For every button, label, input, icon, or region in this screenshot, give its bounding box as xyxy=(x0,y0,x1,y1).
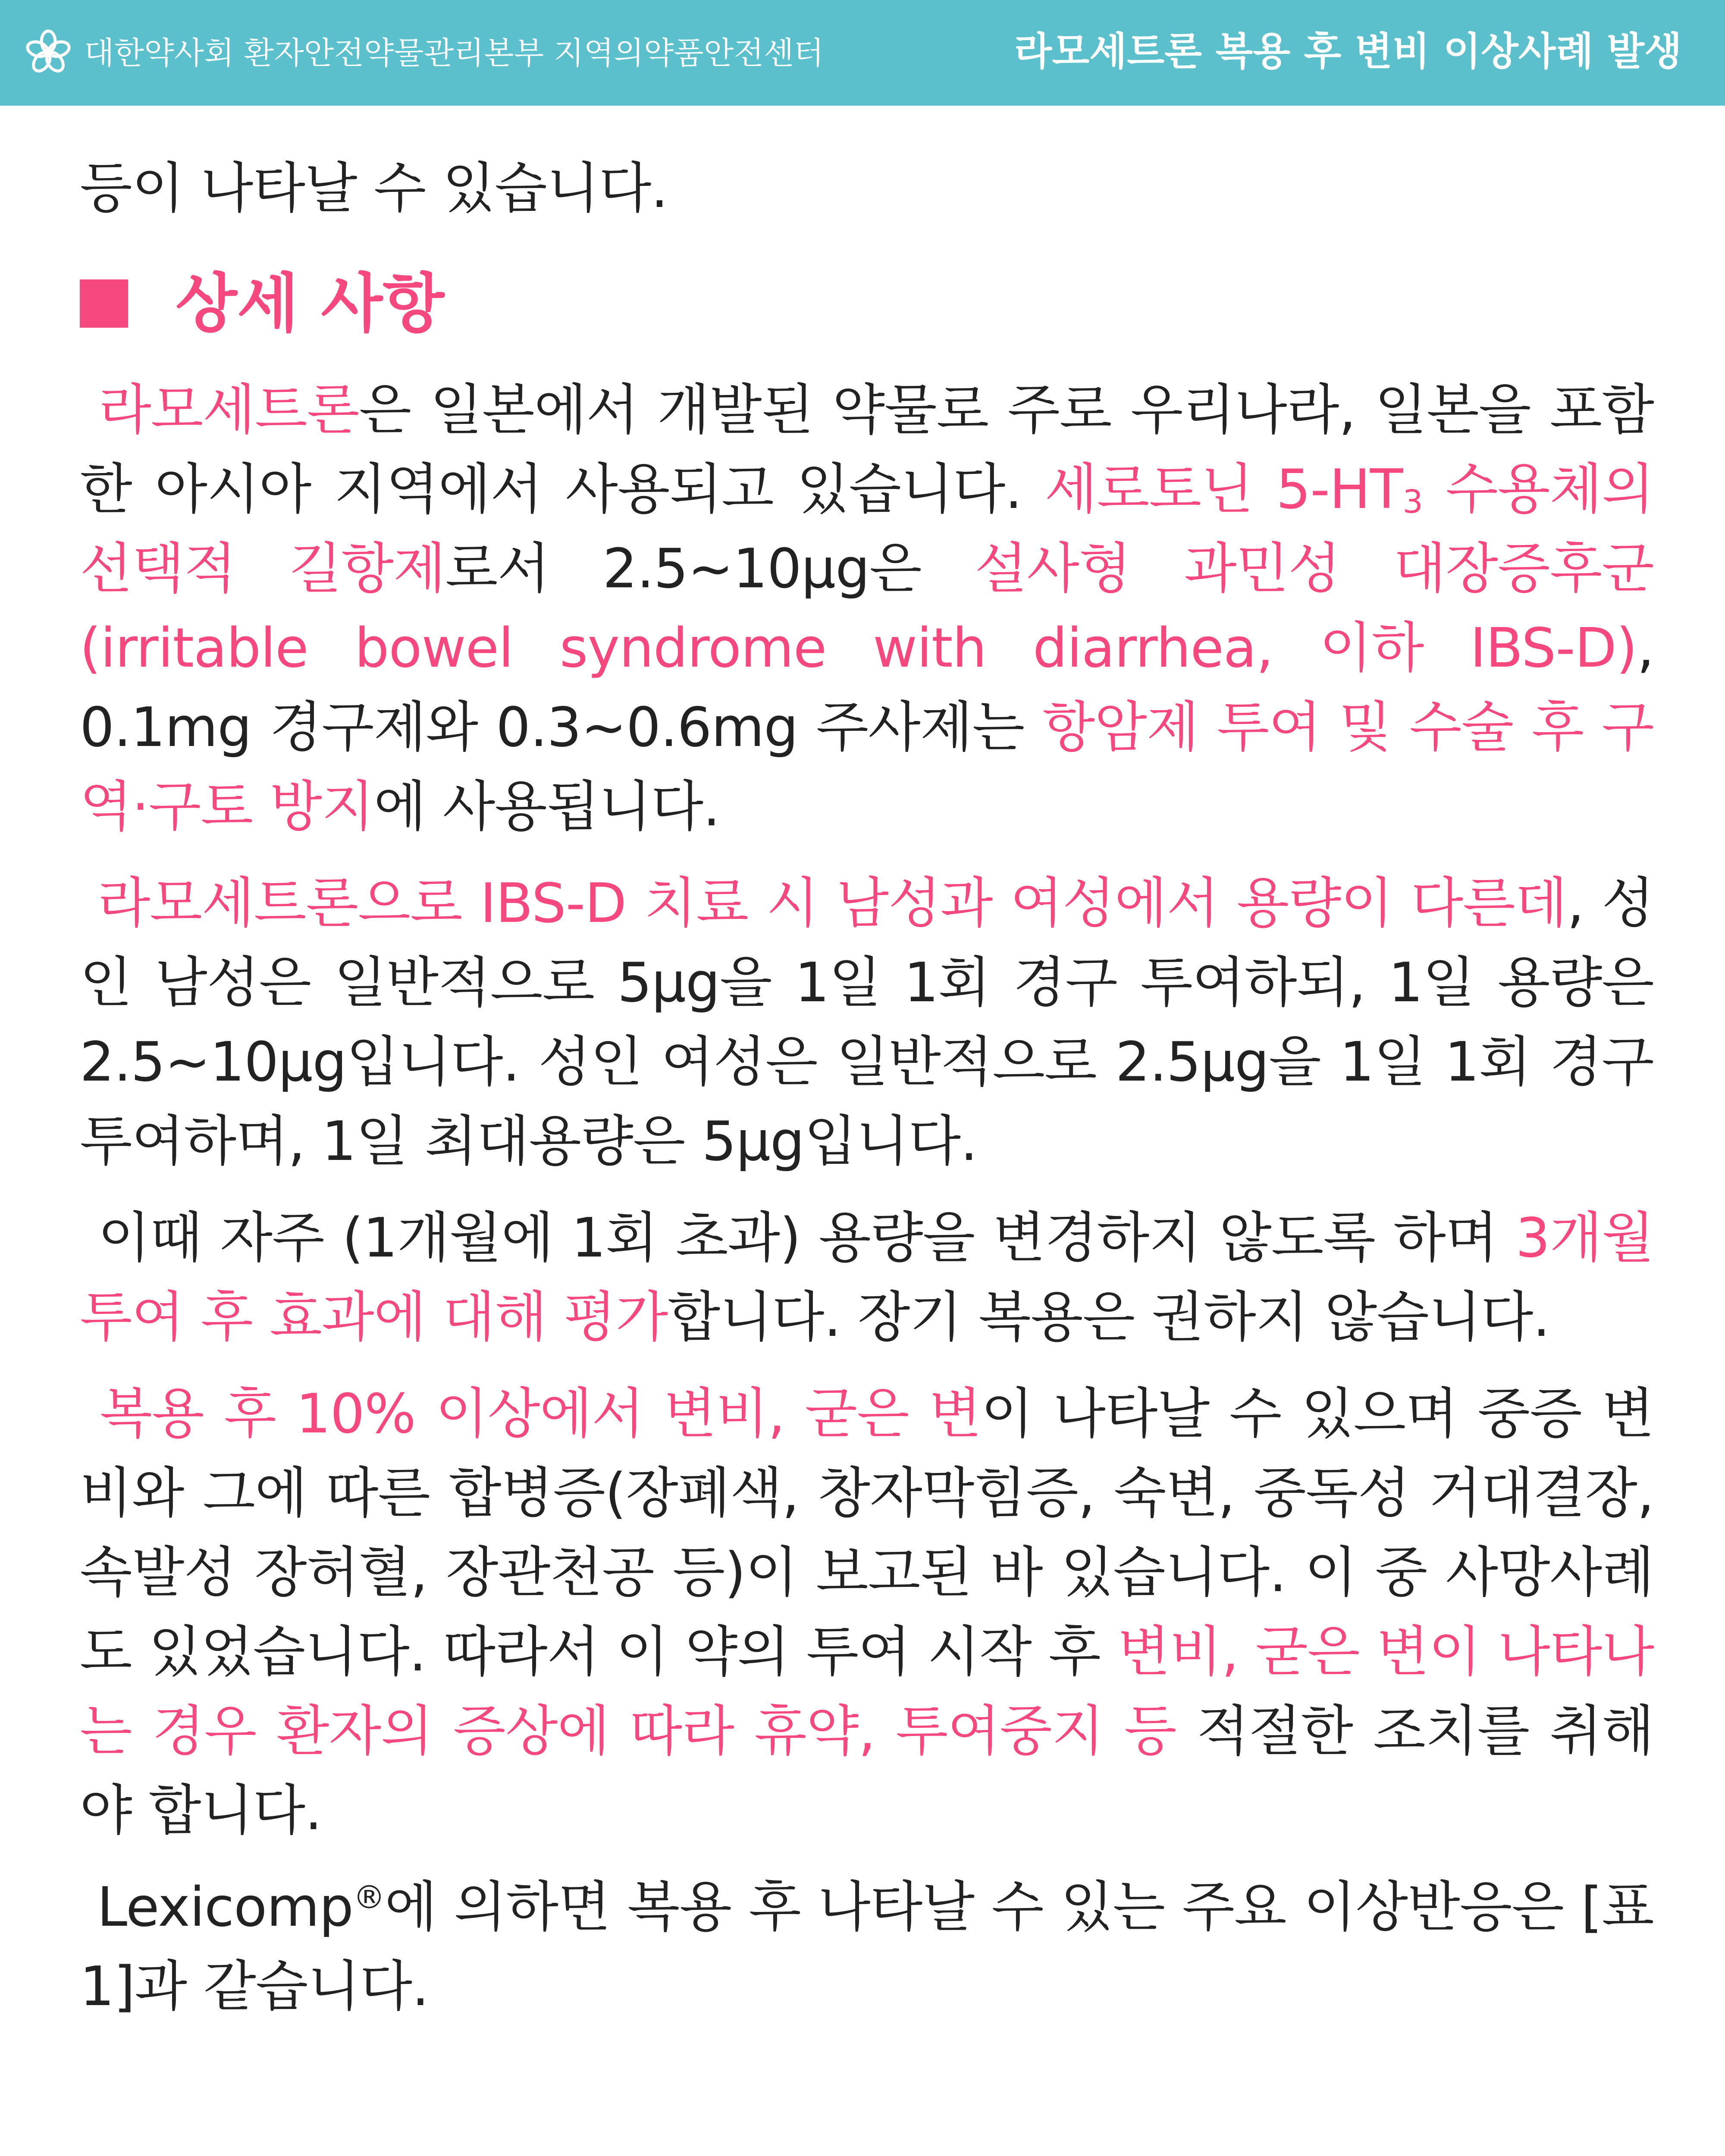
paragraph-constipation: 복용 후 10% 이상에서 변비, 굳은 변이 나타날 수 있으며 중증 변비와 그에 따른 합병증(장폐색, 창자막힘증, 숙변, 중독성 거대결장, 속발성 장허혈, 장관천공 등)이 보고된 바 있습니다. 이 중 사망사례도 있었습니다. 따라서 이 약의 투여 시작 후 변비, 굳은 변이 나타나는 경우 환자의 증상에 따라 휴약, 투여중지 등 적절한 조치를 취해야 합니다. xyxy=(80,1382,1654,1842)
highlight-ibs-d: 설사형 과민성 대장증후군(irritable bowel syndrome with diarrhea, 이하 IBS-D) xyxy=(80,537,1654,680)
section-title: 상세 사항 xyxy=(176,266,445,341)
page-header xyxy=(0,0,1725,106)
pharmacy-society-logo-icon xyxy=(22,27,74,78)
paragraph-evaluation: 이때 자주 (1개월에 1회 초과) 용량을 변경하지 않도록 하며 3개월 투여 후 효과에 대해 평가합니다. 장기 복용은 권하지 않습니다. xyxy=(80,1206,1654,1349)
highlight-mechanism: 세로토닌 $5-HT_3$ 수용체의 선택적 길항제 xyxy=(80,458,1654,600)
highlight-dose-difference: 라모세트론으로 IBS-D 치료 시 남성과 여성에서 용량이 다른데 xyxy=(97,871,1567,935)
paragraph-dosage: 라모세트론으로 IBS-D 치료 시 남성과 여성에서 용량이 다른데, 성인 남성은 일반적으로 5μg을 1일 1회 경구 투여하되, 1일 용량은 2.5~10μg입니다. 성인 여성은 일반적으로 2.5μg을 1일 1회 경구 투여하며, 1일 최대용량은 5μg입니다. xyxy=(80,871,1654,1173)
highlight-drug-name: 라모세트론 xyxy=(98,378,359,442)
organization-name: 대한약사회 환자안전약물관리본부 지역의약품안전센터 xyxy=(84,35,824,71)
highlight-evaluation: 3개월 투여 후 효과에 대해 평가 xyxy=(80,1206,1654,1349)
highlight-constipation: 복용 후 10% 이상에서 변비, 굳은 변 xyxy=(100,1382,981,1445)
intro-line: 등이 나타날 수 있습니다. xyxy=(80,157,668,220)
paragraph-overview: 라모세트론은 일본에서 개발된 약물로 주로 우리나라, 일본을 포함한 아시아 지역에서 사용되고 있습니다. 세로토닌 $5-HT_3$ 수용체의 선택적 길항제로서 2.5~10μg은 설사형 과민성 대장증후군(irritable bowel syndrome with diarrhea, 이하 IBS-D), 0.1mg 경구제와 0.3~0.6mg 주사제는 항암제 투여 및 수술 후 구역·구토 방지에 사용됩니다. xyxy=(80,378,1654,838)
highlight-action: 변비, 굳은 변이 나타나는 경우 환자의 증상에 따라 휴약, 투여중지 등 xyxy=(80,1620,1654,1763)
paragraph-lexicomp: Lexicomp®에 의하면 복용 후 나타날 수 있는 주요 이상반응은 [표 1]과 같습니다. xyxy=(80,1875,1654,2018)
document-title: 라모세트론 복용 후 변비 이상사례 발생 xyxy=(1014,29,1682,74)
document-body xyxy=(80,149,1654,2026)
pink-square-icon xyxy=(80,279,128,328)
section-heading xyxy=(80,267,1654,340)
highlight-antiemetic-use: 항암제 투여 및 수술 후 구역·구토 방지 xyxy=(80,696,1654,838)
